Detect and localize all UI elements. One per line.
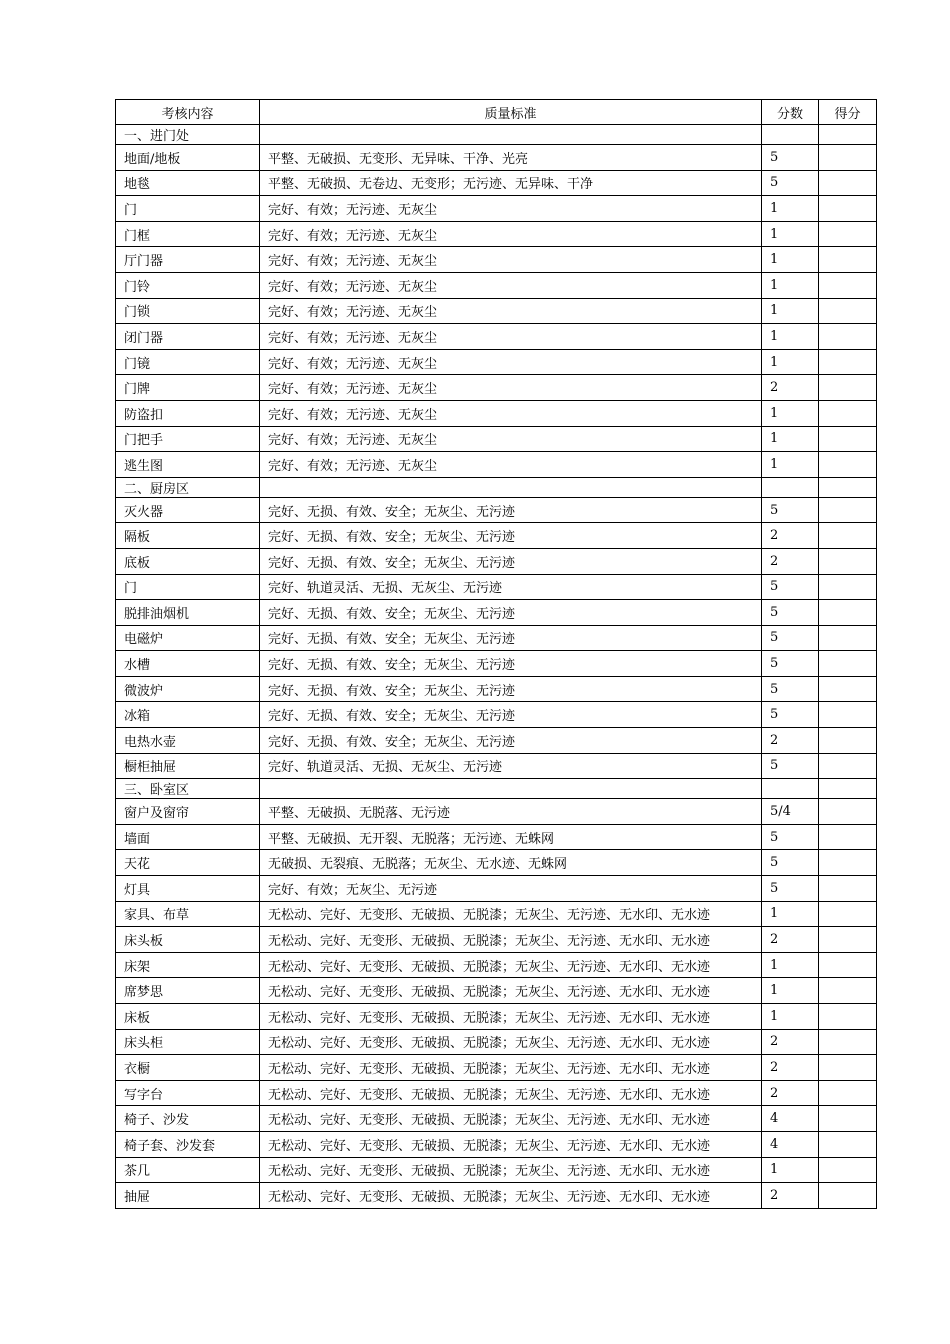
cell-standard: 无松动、完好、无变形、无破损、无脱漆；无灰尘、无污迹、无水印、无水迹 — [260, 927, 762, 953]
table-row — [116, 497, 877, 523]
cell-earned — [819, 1157, 877, 1183]
cell-standard: 完好、轨道灵活、无损、无灰尘、无污迹 — [260, 574, 762, 600]
cell-item: 门 — [116, 196, 260, 222]
cell-standard: 完好、有效；无污迹、无灰尘 — [260, 375, 762, 401]
cell-score: 2 — [762, 1055, 819, 1081]
cell-earned — [819, 477, 877, 497]
cell-earned — [819, 272, 877, 298]
cell-earned — [819, 824, 877, 850]
cell-score: 2 — [762, 1080, 819, 1106]
cell-earned — [819, 1055, 877, 1081]
cell-standard — [260, 125, 762, 145]
cell-standard: 完好、有效；无灰尘、无污迹 — [260, 876, 762, 902]
cell-earned — [819, 170, 877, 196]
cell-item: 防盗扣 — [116, 400, 260, 426]
cell-earned — [819, 753, 877, 779]
cell-score: 2 — [762, 728, 819, 754]
table-row — [116, 145, 877, 171]
header-standard: 质量标准 — [260, 100, 762, 125]
table-row — [116, 651, 877, 677]
cell-earned — [819, 651, 877, 677]
table-row — [116, 1131, 877, 1157]
inspection-table — [115, 99, 877, 1209]
cell-score: 2 — [762, 523, 819, 549]
cell-standard: 完好、有效；无污迹、无灰尘 — [260, 247, 762, 273]
cell-score: 1 — [762, 1004, 819, 1030]
cell-standard: 完好、无损、有效、安全；无灰尘、无污迹 — [260, 728, 762, 754]
cell-score: 4 — [762, 1131, 819, 1157]
cell-standard: 无松动、完好、无变形、无破损、无脱漆；无灰尘、无污迹、无水印、无水迹 — [260, 1106, 762, 1132]
section-row — [116, 779, 877, 799]
cell-standard: 完好、有效；无污迹、无灰尘 — [260, 426, 762, 452]
cell-standard: 平整、无破损、无脱落、无污迹 — [260, 799, 762, 825]
cell-standard: 平整、无破损、无卷边、无变形；无污迹、无异味、干净 — [260, 170, 762, 196]
cell-item: 门铃 — [116, 272, 260, 298]
cell-earned — [819, 676, 877, 702]
cell-earned — [819, 196, 877, 222]
cell-item: 三、卧室区 — [116, 779, 260, 799]
cell-earned — [819, 1106, 877, 1132]
table-row — [116, 452, 877, 478]
cell-item: 门镜 — [116, 349, 260, 375]
table-row — [116, 426, 877, 452]
cell-item: 席梦思 — [116, 978, 260, 1004]
cell-standard: 平整、无破损、无开裂、无脱落；无污迹、无蛛网 — [260, 824, 762, 850]
cell-earned — [819, 125, 877, 145]
cell-standard: 完好、有效；无污迹、无灰尘 — [260, 349, 762, 375]
cell-earned — [819, 400, 877, 426]
table-body — [116, 125, 877, 1209]
cell-item: 底板 — [116, 548, 260, 574]
cell-score: 2 — [762, 1029, 819, 1055]
table-row — [116, 1183, 877, 1209]
cell-score — [762, 779, 819, 799]
cell-earned — [819, 702, 877, 728]
cell-earned — [819, 548, 877, 574]
header-item: 考核内容 — [116, 100, 260, 125]
cell-score: 1 — [762, 978, 819, 1004]
cell-score: 2 — [762, 927, 819, 953]
cell-earned — [819, 349, 877, 375]
cell-earned — [819, 978, 877, 1004]
cell-standard: 无松动、完好、无变形、无破损、无脱漆；无灰尘、无污迹、无水印、无水迹 — [260, 978, 762, 1004]
cell-item: 地面/地板 — [116, 145, 260, 171]
cell-item: 门牌 — [116, 375, 260, 401]
cell-earned — [819, 1080, 877, 1106]
cell-score: 5 — [762, 625, 819, 651]
cell-standard: 完好、有效；无污迹、无灰尘 — [260, 400, 762, 426]
cell-score: 1 — [762, 298, 819, 324]
cell-item: 脱排油烟机 — [116, 600, 260, 626]
cell-standard: 完好、有效；无污迹、无灰尘 — [260, 324, 762, 350]
cell-earned — [819, 779, 877, 799]
table-row — [116, 170, 877, 196]
cell-score: 1 — [762, 324, 819, 350]
cell-item: 逃生图 — [116, 452, 260, 478]
cell-standard: 无破损、无裂痕、无脱落；无灰尘、无水迹、无蛛网 — [260, 850, 762, 876]
table-row — [116, 978, 877, 1004]
table-row — [116, 349, 877, 375]
cell-standard: 无松动、完好、无变形、无破损、无脱漆；无灰尘、无污迹、无水印、无水迹 — [260, 1055, 762, 1081]
cell-standard: 无松动、完好、无变形、无破损、无脱漆；无灰尘、无污迹、无水印、无水迹 — [260, 1029, 762, 1055]
cell-standard: 完好、无损、有效、安全；无灰尘、无污迹 — [260, 676, 762, 702]
cell-item: 电热水壶 — [116, 728, 260, 754]
table-row — [116, 375, 877, 401]
cell-item: 床头柜 — [116, 1029, 260, 1055]
cell-standard: 完好、无损、有效、安全；无灰尘、无污迹 — [260, 523, 762, 549]
cell-item: 电磁炉 — [116, 625, 260, 651]
cell-standard: 完好、有效；无污迹、无灰尘 — [260, 272, 762, 298]
cell-score: 1 — [762, 952, 819, 978]
cell-standard: 无松动、完好、无变形、无破损、无脱漆；无灰尘、无污迹、无水印、无水迹 — [260, 1004, 762, 1030]
cell-earned — [819, 850, 877, 876]
cell-standard: 完好、无损、有效、安全；无灰尘、无污迹 — [260, 625, 762, 651]
cell-standard: 无松动、完好、无变形、无破损、无脱漆；无灰尘、无污迹、无水印、无水迹 — [260, 1131, 762, 1157]
cell-earned — [819, 497, 877, 523]
cell-earned — [819, 426, 877, 452]
cell-score: 1 — [762, 901, 819, 927]
cell-score: 5 — [762, 574, 819, 600]
cell-score: 1 — [762, 452, 819, 478]
table-row — [116, 600, 877, 626]
cell-standard: 完好、无损、有效、安全；无灰尘、无污迹 — [260, 600, 762, 626]
cell-standard: 完好、有效；无污迹、无灰尘 — [260, 196, 762, 222]
cell-score: 1 — [762, 247, 819, 273]
cell-standard: 无松动、完好、无变形、无破损、无脱漆；无灰尘、无污迹、无水印、无水迹 — [260, 901, 762, 927]
cell-score: 1 — [762, 1157, 819, 1183]
cell-earned — [819, 1029, 877, 1055]
cell-item: 灭火器 — [116, 497, 260, 523]
table-row — [116, 324, 877, 350]
cell-earned — [819, 574, 877, 600]
cell-earned — [819, 298, 877, 324]
cell-standard: 平整、无破损、无变形、无异味、干净、光亮 — [260, 145, 762, 171]
cell-score: 5 — [762, 702, 819, 728]
cell-item: 椅子套、沙发套 — [116, 1131, 260, 1157]
cell-item: 门把手 — [116, 426, 260, 452]
cell-standard: 完好、无损、有效、安全；无灰尘、无污迹 — [260, 651, 762, 677]
header-row — [116, 100, 877, 125]
cell-earned — [819, 952, 877, 978]
cell-standard — [260, 477, 762, 497]
cell-score: 5 — [762, 753, 819, 779]
cell-earned — [819, 1131, 877, 1157]
cell-score: 5 — [762, 651, 819, 677]
section-row — [116, 477, 877, 497]
table-row — [116, 196, 877, 222]
cell-item: 衣橱 — [116, 1055, 260, 1081]
cell-earned — [819, 1004, 877, 1030]
cell-score: 5 — [762, 850, 819, 876]
table-row — [116, 927, 877, 953]
cell-standard: 无松动、完好、无变形、无破损、无脱漆；无灰尘、无污迹、无水印、无水迹 — [260, 952, 762, 978]
cell-score: 5 — [762, 600, 819, 626]
table-row — [116, 850, 877, 876]
cell-earned — [819, 927, 877, 953]
cell-score: 5 — [762, 497, 819, 523]
cell-earned — [819, 247, 877, 273]
cell-score: 5 — [762, 170, 819, 196]
table-row — [116, 728, 877, 754]
table-row — [116, 799, 877, 825]
table-row — [116, 1029, 877, 1055]
table-row — [116, 400, 877, 426]
cell-standard: 完好、无损、有效、安全；无灰尘、无污迹 — [260, 497, 762, 523]
cell-earned — [819, 799, 877, 825]
cell-earned — [819, 901, 877, 927]
cell-item: 厅门器 — [116, 247, 260, 273]
cell-item: 灯具 — [116, 876, 260, 902]
cell-earned — [819, 1183, 877, 1209]
cell-item: 门框 — [116, 221, 260, 247]
cell-earned — [819, 876, 877, 902]
table-row — [116, 824, 877, 850]
cell-score — [762, 125, 819, 145]
cell-score: 5 — [762, 876, 819, 902]
cell-standard: 完好、有效；无污迹、无灰尘 — [260, 452, 762, 478]
table-row — [116, 1055, 877, 1081]
cell-score: 1 — [762, 221, 819, 247]
cell-earned — [819, 375, 877, 401]
cell-item: 门 — [116, 574, 260, 600]
cell-score: 5 — [762, 145, 819, 171]
cell-earned — [819, 600, 877, 626]
cell-score: 5/4 — [762, 799, 819, 825]
cell-score — [762, 477, 819, 497]
cell-item: 冰箱 — [116, 702, 260, 728]
table-row — [116, 272, 877, 298]
table-row — [116, 548, 877, 574]
cell-item: 墙面 — [116, 824, 260, 850]
table-row — [116, 298, 877, 324]
cell-standard: 完好、无损、有效、安全；无灰尘、无污迹 — [260, 702, 762, 728]
cell-earned — [819, 625, 877, 651]
cell-score: 2 — [762, 548, 819, 574]
cell-item: 窗户及窗帘 — [116, 799, 260, 825]
cell-item: 一、进门处 — [116, 125, 260, 145]
cell-earned — [819, 523, 877, 549]
table-row — [116, 753, 877, 779]
cell-score: 1 — [762, 349, 819, 375]
cell-earned — [819, 452, 877, 478]
table-row — [116, 676, 877, 702]
cell-score: 2 — [762, 375, 819, 401]
cell-standard: 无松动、完好、无变形、无破损、无脱漆；无灰尘、无污迹、无水印、无水迹 — [260, 1183, 762, 1209]
cell-standard: 无松动、完好、无变形、无破损、无脱漆；无灰尘、无污迹、无水印、无水迹 — [260, 1080, 762, 1106]
table-row — [116, 574, 877, 600]
cell-item: 水槽 — [116, 651, 260, 677]
table-row — [116, 702, 877, 728]
cell-score: 1 — [762, 400, 819, 426]
cell-earned — [819, 324, 877, 350]
table-row — [116, 901, 877, 927]
cell-standard: 完好、无损、有效、安全；无灰尘、无污迹 — [260, 548, 762, 574]
cell-item: 茶几 — [116, 1157, 260, 1183]
cell-item: 椅子、沙发 — [116, 1106, 260, 1132]
cell-standard — [260, 779, 762, 799]
table-row — [116, 1004, 877, 1030]
cell-item: 微波炉 — [116, 676, 260, 702]
cell-earned — [819, 221, 877, 247]
cell-item: 家具、布草 — [116, 901, 260, 927]
table-row — [116, 1106, 877, 1132]
table-row — [116, 221, 877, 247]
cell-score: 1 — [762, 196, 819, 222]
cell-item: 床架 — [116, 952, 260, 978]
cell-score: 5 — [762, 824, 819, 850]
cell-score: 1 — [762, 426, 819, 452]
cell-score: 5 — [762, 676, 819, 702]
cell-item: 二、厨房区 — [116, 477, 260, 497]
table-row — [116, 625, 877, 651]
section-row — [116, 125, 877, 145]
table-row — [116, 876, 877, 902]
table-row — [116, 1157, 877, 1183]
table-row — [116, 952, 877, 978]
table-row — [116, 247, 877, 273]
cell-score: 2 — [762, 1183, 819, 1209]
cell-item: 抽屉 — [116, 1183, 260, 1209]
cell-item: 橱柜抽屉 — [116, 753, 260, 779]
cell-item: 天花 — [116, 850, 260, 876]
header-earned: 得分 — [819, 100, 877, 125]
cell-item: 地毯 — [116, 170, 260, 196]
cell-earned — [819, 145, 877, 171]
header-score: 分数 — [762, 100, 819, 125]
cell-item: 闭门器 — [116, 324, 260, 350]
cell-item: 写字台 — [116, 1080, 260, 1106]
cell-item: 门锁 — [116, 298, 260, 324]
cell-standard: 完好、有效；无污迹、无灰尘 — [260, 298, 762, 324]
table-row — [116, 523, 877, 549]
cell-score: 4 — [762, 1106, 819, 1132]
table-row — [116, 1080, 877, 1106]
cell-standard: 完好、轨道灵活、无损、无灰尘、无污迹 — [260, 753, 762, 779]
cell-item: 床头板 — [116, 927, 260, 953]
cell-score: 1 — [762, 272, 819, 298]
cell-earned — [819, 728, 877, 754]
cell-standard: 完好、有效；无污迹、无灰尘 — [260, 221, 762, 247]
cell-item: 床板 — [116, 1004, 260, 1030]
cell-standard: 无松动、完好、无变形、无破损、无脱漆；无灰尘、无污迹、无水印、无水迹 — [260, 1157, 762, 1183]
cell-item: 隔板 — [116, 523, 260, 549]
